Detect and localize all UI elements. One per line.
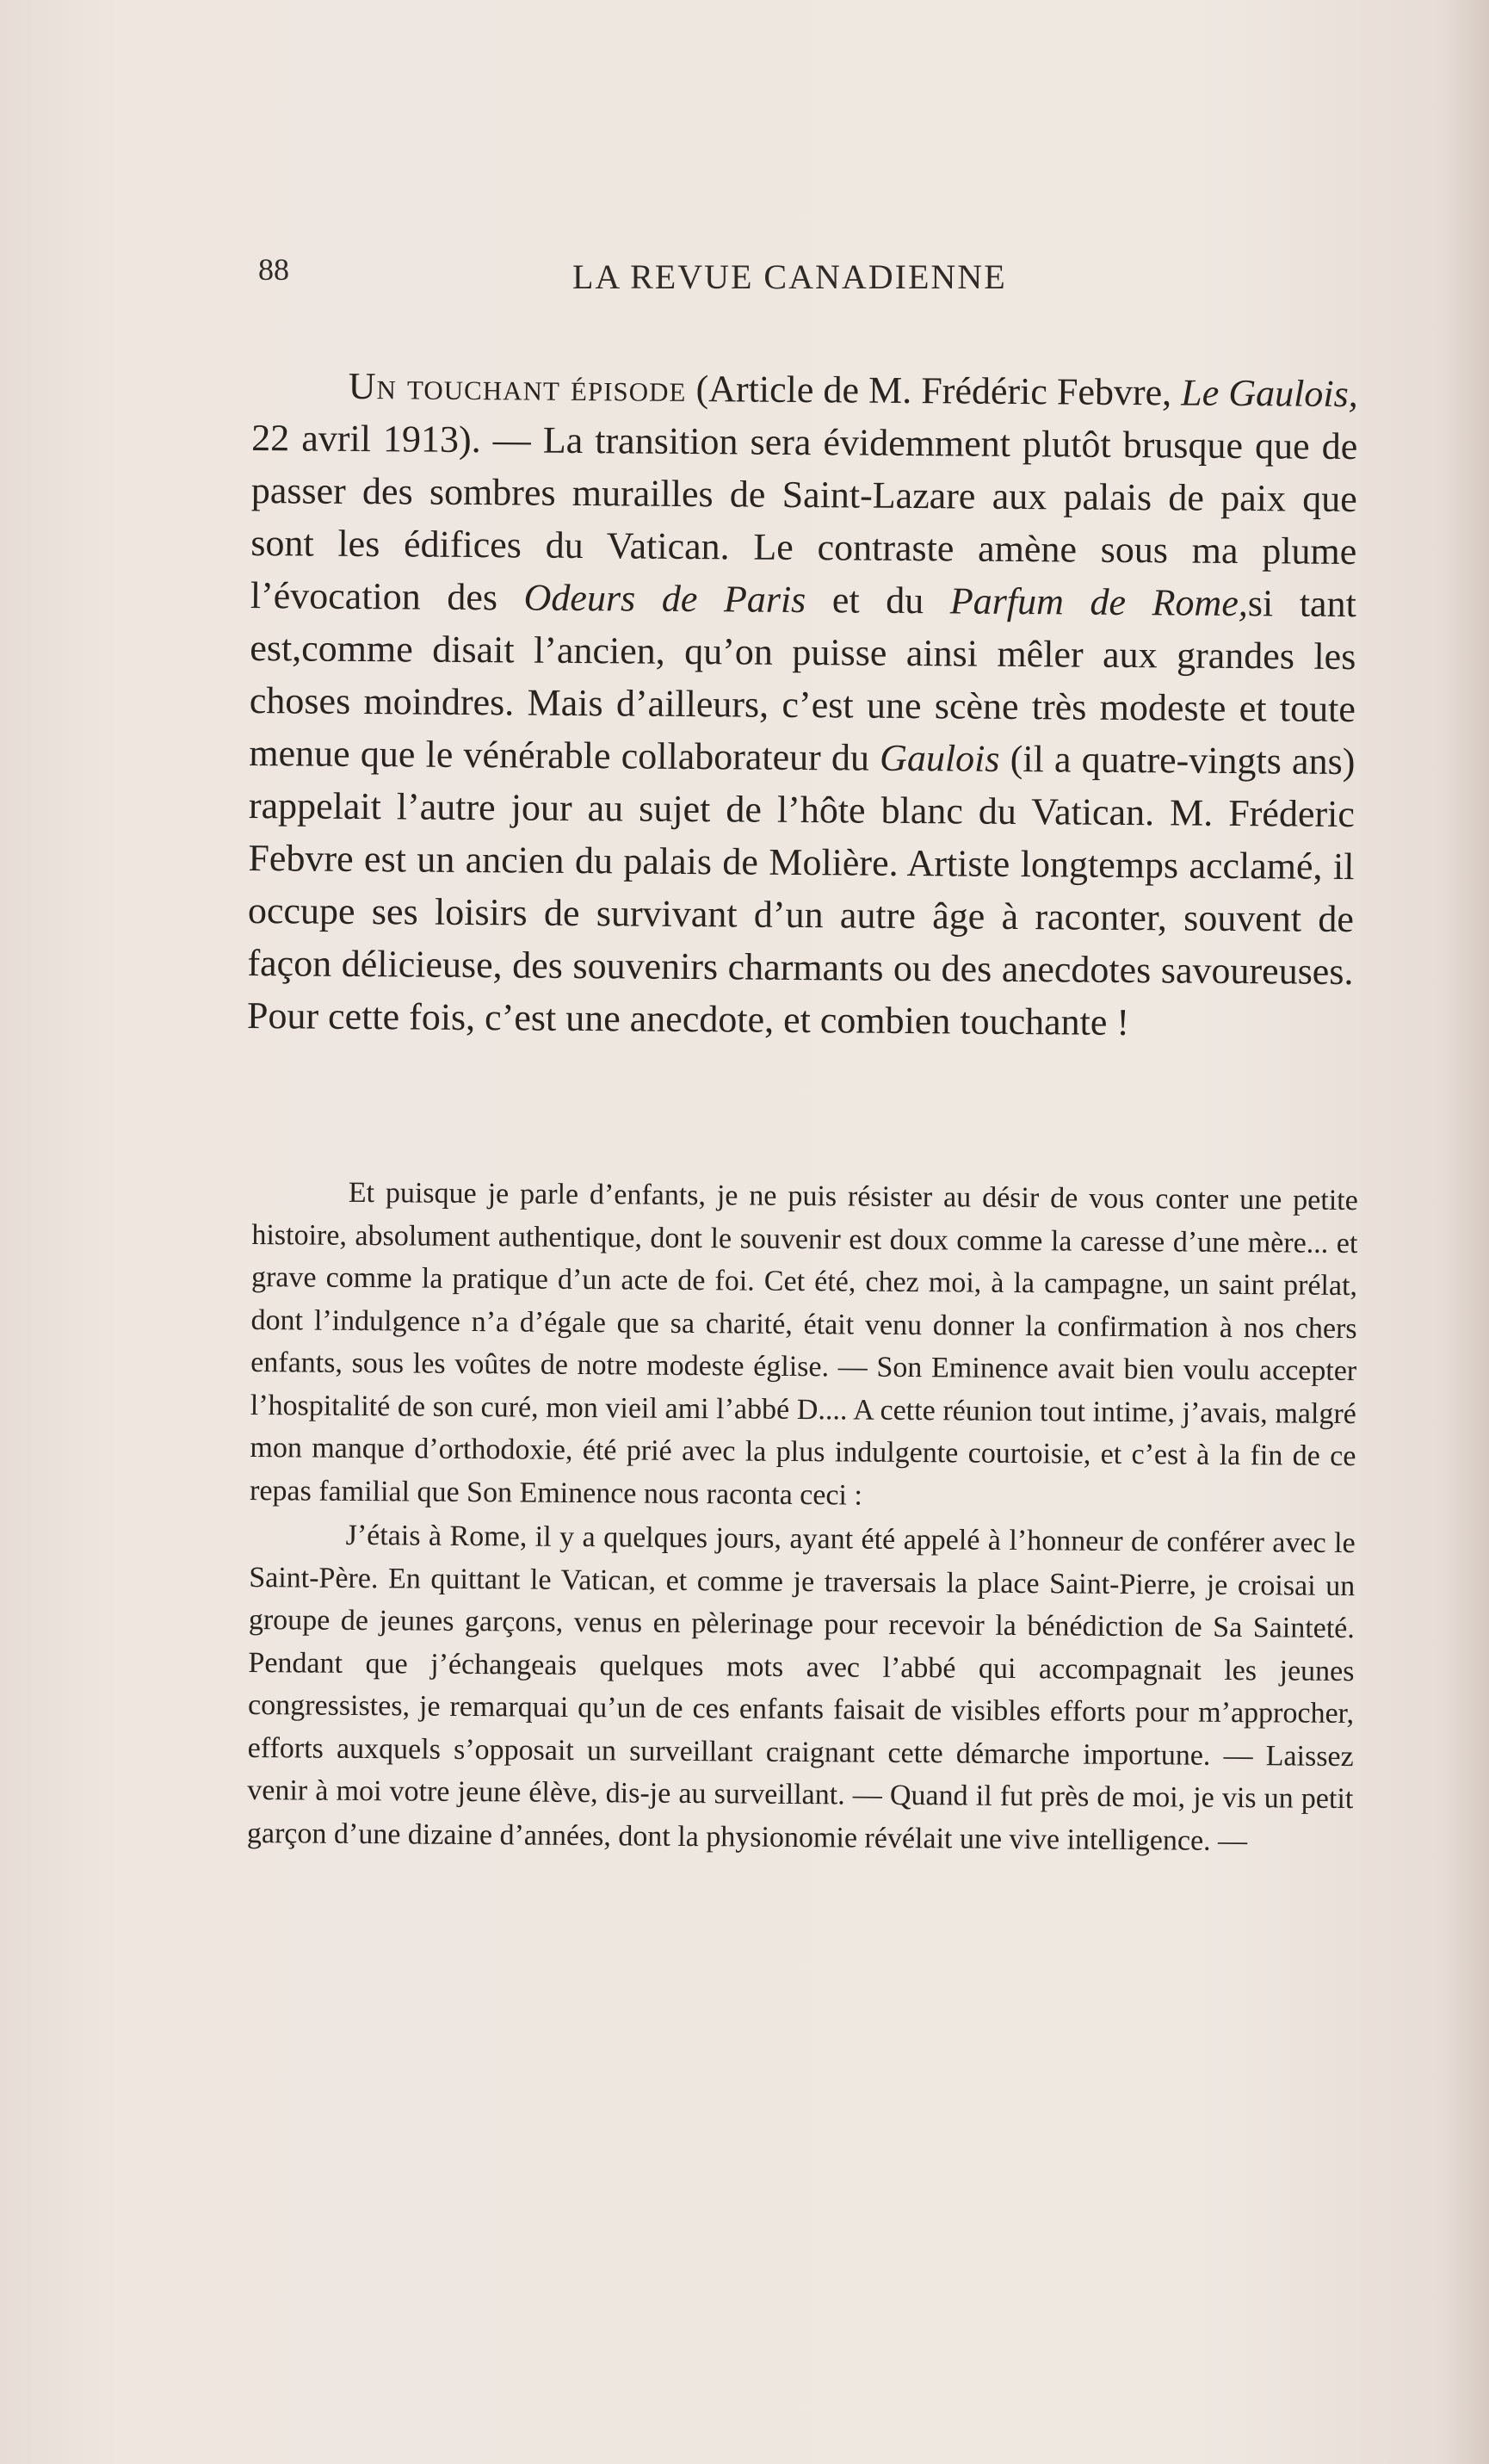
article-lead-text: (Article de M. Frédéric Febvre,: [686, 367, 1182, 414]
quote-paragraph-2: J’étais à Rome, il y a quelques jours, ayant été appelé à l’honneur de conférer avec le Saint-Père. En quittant le Vatican, et comme je traversais la place Saint-Pierre, je croisai un groupe de jeunes garçons, venus en pèlerinage pour recevoir la bénédiction de Sa Sainteté. Pendant que j’échangeais quelques mots avec l’abbé qui accompagnait les jeunes congressistes, je remarquai qu’un de ces enfants faisait de visibles efforts pour m’approcher, efforts auxquels s’opposait un surveillant craignant cette démarche importune. — Laissez venir à moi votre jeune élève, dis-je au surveillant. — Quand il fut près de moi, je vis un petit garçon d’une dizaine d’années, dont la physionomie révélait une vive intelligence. —: [246, 1519, 1356, 1857]
gaulois-title: Gaulois: [879, 736, 1000, 780]
quoted-anecdote: [247, 1171, 1358, 1863]
article-lead-small-caps: Un touchant épisode: [348, 364, 687, 410]
source-and-body-text: 22 avril 1913). — La transition sera évidemment plutôt brusque que de passer des sombres murailles de Saint-Lazare aux palais de paix que sont les édifices du Vatican. Le contraste amène sous ma plume l’évocation des: [250, 416, 1358, 619]
source-title: Le Gaulois,: [1181, 371, 1358, 416]
page-number: 88: [258, 252, 289, 287]
odeurs-title: Odeurs de Paris: [523, 576, 806, 622]
between-titles-text: et du: [806, 579, 951, 622]
article-paragraph: [247, 359, 1358, 1050]
article-closing-text: (il a quatre-vingts ans) rappelait l’autre jour au sujet de l’hôte blanc du Vatican. M. Fréderic Febvre est un ancien du palais de Molière. Artiste longtemps acclamé, il occupe ses loisirs de survivant d’un autre âge à raconter, souvent de façon délicieuse, des souvenirs charmants ou des anecdotes savoureuses. Pour cette fois, c’est une anecdote, et combien touchante !: [246, 737, 1356, 1044]
quote-paragraph-1: Et puisque je parle d’enfants, je ne puis résister au désir de vous conter une petite histoire, absolument authentique, dont le souvenir est doux comme la caresse d’une mère... et grave comme la pratique d’un acte de foi. Cet été, chez moi, à la campagne, un saint prélat, dont l’indulgence n’a d’égale que sa charité, était venu donner la confirmation à nos chers enfants, sous les voûtes de notre modeste église. — Son Eminence avait bien voulu accepter l’hospitalité de son curé, mon vieil ami l’abbé D.... A cette réunion tout intime, j’avais, malgré mon manque d’orthodoxie, été prié avec la plus indulgente courtoisie, et c’est à la fin de ce repas familial que Son Eminence nous raconta ceci :: [249, 1176, 1358, 1512]
page-edge-shadow: [1442, 0, 1489, 2464]
page-header: [258, 251, 1377, 303]
after-parfum-text: si tant est,comme disait l’ancien, qu’on puisse ainsi mêler aux grandes les choses moindres. Mais d’ailleurs, c’est une scène très modeste et toute menue que le vénérable collaborateur du: [249, 582, 1356, 779]
article-text: [247, 359, 1358, 1050]
parfum-title: Parfum de Rome,: [949, 579, 1249, 625]
running-head: LA REVUE CANADIENNE: [572, 257, 1007, 296]
